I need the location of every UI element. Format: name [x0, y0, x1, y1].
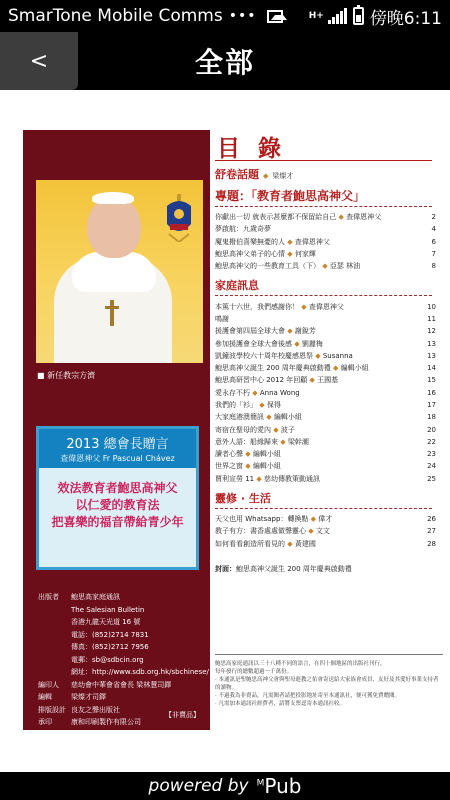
toc-entry-title: 鮑思高神父誕生 200 周年慶典啟動禮	[215, 364, 331, 373]
toc-entry-author: 黃建國	[294, 539, 316, 548]
toc-entry-title: 本篤十六世，我們感謝你！	[215, 302, 299, 311]
diamond-icon: ◆	[299, 302, 309, 311]
diamond-icon: ◆	[243, 450, 253, 459]
diamond-icon: ◆	[243, 462, 253, 471]
left-column	[23, 130, 210, 730]
toc-entry-author: 何家輝	[294, 250, 316, 259]
toc-entry[interactable]	[215, 411, 440, 423]
toc-entry-page: 26	[427, 515, 436, 524]
more-notifications-icon: •••	[228, 8, 257, 24]
status-bar	[0, 0, 450, 32]
carrier-name: SmarTone Mobile Comms	[8, 6, 223, 26]
toc-entry-title: 世界之窗	[215, 462, 243, 471]
diamond-icon: ◆	[336, 213, 347, 222]
toc-entry[interactable]	[215, 337, 440, 349]
greeting-box	[36, 426, 199, 570]
signal-icon	[328, 8, 347, 24]
toc-entry-author: 偉才	[318, 515, 333, 524]
diamond-icon: ◆	[257, 401, 267, 409]
toc-entry-page: 17	[427, 401, 436, 409]
toc-entry-list	[215, 513, 440, 550]
toc-entry-page: 4	[431, 225, 436, 234]
toc-entry-title: 你獻出一切 就表示甚麼都不保留給自己	[215, 213, 337, 222]
toc-entry-page: 14	[427, 364, 436, 373]
toc-entry[interactable]	[215, 525, 440, 537]
toc-entry-author: 查偉恩神父	[308, 302, 344, 311]
toc-entry[interactable]	[215, 236, 440, 248]
diamond-icon: ◆	[264, 413, 274, 422]
diamond-icon: ◆	[306, 527, 316, 536]
toc-entry-page: 25	[427, 474, 436, 483]
toc-entry-title: 鮑思高神父的一些教育工具（下）	[215, 262, 320, 271]
image-notification-icon	[267, 10, 283, 23]
toc-entry-page: 8	[431, 262, 436, 271]
diamond-icon: ◆	[250, 388, 260, 397]
toc-entry[interactable]	[215, 538, 440, 550]
diamond-icon: ◆	[307, 376, 318, 385]
toc-entry[interactable]	[215, 473, 440, 485]
toc-entry[interactable]	[215, 423, 440, 435]
toc-entry[interactable]	[215, 387, 440, 399]
footnotes: 鮑思高家庭通訊以三十八種不同的語言，在四十個地區的出版社刊行， 每年發行的總數超過一千萬份。 ‧ 本通訊是聖鮑思高神父會與聖母進教之佑會寄送給大家族會成員、友好及其愛好事業支持者的讀物。 ‧ 不過我為非賣品，凡需閱者請把投影地址寄至本通訊社，便可獲免費贈閱。 ‧ 凡需加本通訊社經費者，請將支票逕寄本通訊社收。	[215, 654, 443, 708]
toc-entry-title: 凱鐘波學校六十周年校慶感恩祭	[215, 351, 313, 360]
diamond-icon: ◆	[292, 339, 302, 348]
toc-entry-author: 亞瑟 林油	[329, 262, 361, 271]
papal-crest-icon	[164, 194, 194, 242]
greeting-title: 2013 總會長贈言	[39, 429, 196, 453]
toc-entry[interactable]	[215, 325, 440, 337]
powered-by-footer	[0, 772, 450, 800]
clock: 傍晚6:11	[369, 8, 442, 29]
toc-section-heading: 專題：「教育者鮑思高神父」	[215, 189, 366, 203]
toc-entry[interactable]	[215, 248, 440, 260]
table-of-contents	[215, 130, 440, 574]
toc-entry[interactable]	[215, 300, 440, 312]
toc-entry-title: 寄宿在聖母的愛內	[215, 425, 271, 434]
diamond-icon: ◆	[285, 237, 295, 246]
photo-caption: ■ 新任教宗方濟	[37, 370, 95, 381]
toc-entry-title: 鳴謝	[215, 314, 229, 323]
toc-entry-author: 波子	[280, 425, 295, 434]
toc-entry[interactable]	[215, 460, 440, 472]
powered-by-text: powered by	[148, 776, 249, 796]
toc-entry-page: 13	[427, 351, 436, 360]
toc-entry[interactable]	[215, 436, 440, 448]
diamond-icon: ◆	[308, 515, 319, 524]
toc-entry-title: 鮑思高神父弟子的心情	[215, 250, 285, 259]
greeting-line: 以仁愛的教育法	[75, 498, 160, 512]
greeting-line: 把喜樂的福音帶給青少年	[51, 515, 184, 529]
toc-entry[interactable]	[215, 223, 440, 235]
toc-entry-author: 查偉恩神父	[346, 213, 382, 222]
toc-entry-page: 20	[427, 425, 436, 434]
toc-entry-author: Anna Wong	[259, 388, 300, 397]
toc-entry-list	[215, 300, 440, 484]
page-title: 全部	[194, 46, 255, 79]
toc-entry-author: 編輯小組	[252, 462, 281, 471]
toc-entry-title: 鮑思高研習中心 2012 年回顧	[215, 376, 308, 385]
magazine-page[interactable]	[0, 90, 450, 772]
toc-entry[interactable]	[215, 448, 440, 460]
toc-entry-author: 慈幼傳教策動通訊	[263, 474, 320, 483]
diamond-icon: ◆	[285, 539, 295, 548]
back-button[interactable]: <	[0, 32, 78, 90]
toc-entry-title: 魔鬼撥伯喜樂無憂的人	[215, 237, 285, 246]
toc-entry-author: 王國基	[317, 376, 339, 385]
toc-entry-author: 查偉恩神父	[294, 237, 330, 246]
toc-entry[interactable]	[215, 211, 440, 223]
toc-entry-page: 15	[427, 376, 436, 385]
toc-entry-title: 愛永存不朽	[215, 388, 250, 397]
divider	[215, 206, 432, 207]
toc-entry-page: 7	[431, 250, 436, 259]
toc-entry-author: 保得	[266, 401, 281, 409]
diamond-icon: ◆	[285, 250, 295, 259]
toc-entry-page: 6	[431, 237, 436, 246]
toc-entry-list	[215, 211, 440, 272]
toc-entry-page: 28	[427, 539, 436, 548]
toc-entry-title: 賈利宣勞 11	[215, 474, 255, 483]
toc-title: 目錄	[217, 136, 299, 162]
non-sale-label: 【非賣品】	[165, 711, 200, 719]
toc-entry-page: 2	[431, 213, 436, 222]
toc-section-heading: 靈修 · 生活	[215, 491, 271, 505]
toc-entry[interactable]	[215, 362, 440, 374]
diamond-icon: ◆	[285, 327, 295, 336]
toc-entry-author: 劉麗梅	[301, 339, 323, 348]
diamond-icon: ◆	[271, 425, 281, 434]
cover-note: 封面：鮑思高神父誕生 200 周年慶典啟動禮	[215, 564, 352, 573]
diamond-icon: ◆	[330, 364, 341, 373]
toc-entry-page: 12	[427, 327, 436, 336]
toc-entry-title: 大家庭港澳簡訊	[215, 413, 264, 422]
diamond-icon: ◆	[254, 474, 264, 483]
toc-section-heading: 家庭訊息	[215, 279, 259, 293]
greeting-line: 效法教育者鮑思高神父	[57, 481, 178, 495]
toc-entry-author: Susanna	[322, 351, 353, 360]
toc-entry-author: 梁幹潮	[287, 437, 309, 446]
toc-entry-author: 編輯小組	[273, 413, 302, 422]
toc-entry-page: 13	[427, 339, 436, 348]
app-bar	[0, 32, 450, 90]
divider	[215, 508, 432, 509]
toc-entry-page: 10	[427, 302, 436, 311]
greeting-body	[39, 468, 196, 531]
toc-entry-title: 夢啟航：九歲奇夢	[215, 225, 271, 234]
toc-entry[interactable]	[215, 374, 440, 386]
publisher-info: 出版者 鮑思高家庭通訊 The Salesian Bulletin 香港九龍天光道 16 號 電話：(852)2714 7831 傳真：(852)2712 7956 電郵：sb@sdbcin.org 網址：http://www.sdb.org.hk/sbchinese/ 編印人 慈幼會中華會省會長 梁林慧司鐸 編輯 梁燦才司鐸 排版設計 良友之聲出版社 承印 康和印刷製作有限公司	[38, 593, 209, 726]
toc-entry[interactable]	[215, 350, 440, 362]
toc-entry[interactable]	[215, 313, 440, 325]
diamond-icon: ◆	[313, 351, 323, 360]
toc-entry-author: 編輯小組	[340, 364, 369, 373]
toc-entry-author: 謝銳芳	[294, 327, 316, 336]
toc-entry-title: 意外人語：船緣歸來	[215, 437, 278, 446]
toc-entry-page: 23	[427, 450, 436, 459]
toc-entry-title: 援護會第四屆全球大會	[215, 327, 285, 336]
toc-entry[interactable]	[215, 513, 440, 525]
toc-entry-page: 16	[427, 388, 436, 397]
toc-entry[interactable]	[215, 260, 440, 272]
toc-entry-title: 教子有方：書香處處做聲靈心	[215, 527, 306, 536]
toc-entry-page: 18	[427, 413, 436, 422]
mpub-logo: $^M$Pub	[256, 774, 302, 798]
toc-entry-page: 27	[427, 527, 436, 536]
diamond-icon: ◆	[278, 437, 288, 446]
toc-entry-page: 11	[427, 314, 436, 323]
toc-entry-title: 如何看看創造所看見的	[215, 539, 285, 548]
toc-section-heading: 舒卷話題 ◆ 梁燦才	[215, 168, 294, 181]
toc-entry-page: 22	[427, 437, 436, 446]
toc-entry-title: 讀者心聲	[215, 450, 243, 459]
diamond-icon: ◆	[320, 262, 330, 271]
battery-icon	[353, 7, 364, 25]
toc-entry[interactable]	[215, 399, 440, 411]
network-type: H+	[308, 11, 324, 21]
toc-entry-title: 我們的「衫」	[215, 401, 257, 409]
pope-photo	[36, 180, 203, 363]
toc-entry-author: 編輯小組	[252, 450, 281, 459]
toc-entry-title: 參加援護會全球大會後感	[215, 339, 292, 348]
greeting-subtitle: 查偉恩神父 Fr Pascual Chávez	[39, 453, 196, 468]
toc-entry-author: 文文	[315, 527, 330, 536]
toc-entry-page: 24	[427, 462, 436, 471]
toc-entry-title: 天父也用 Whatsapp：轉換點	[215, 515, 309, 524]
divider	[215, 295, 432, 296]
